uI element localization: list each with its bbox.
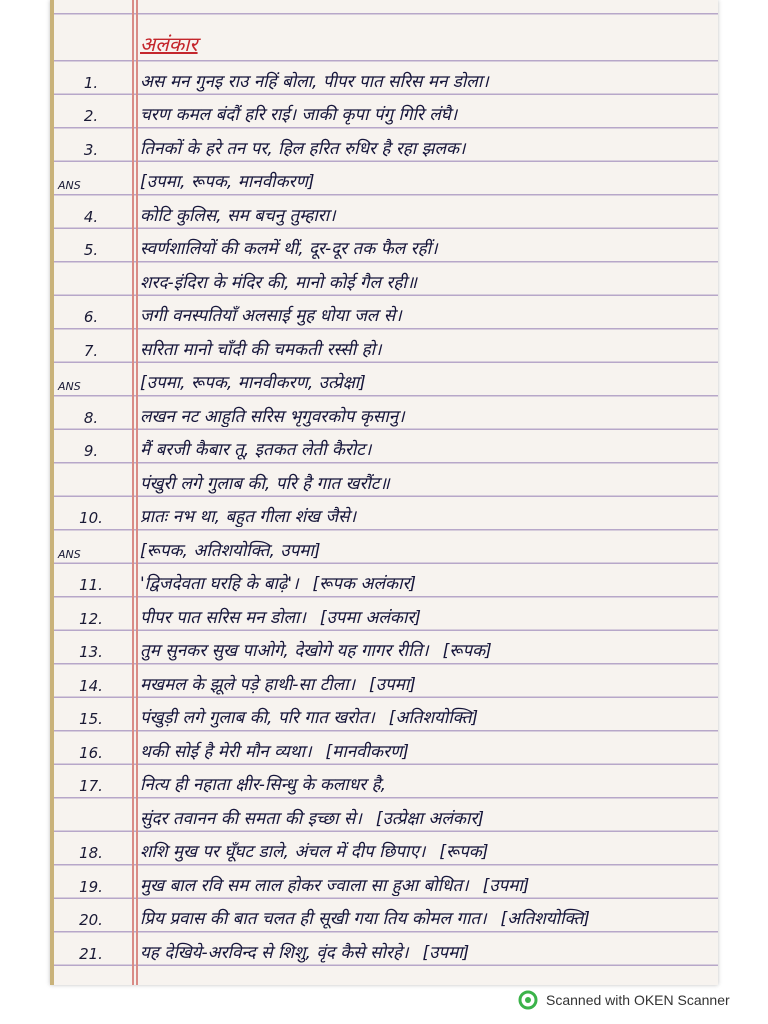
note-line bbox=[50, 295, 718, 329]
line-number: 16. bbox=[79, 743, 103, 762]
line-number: 9. bbox=[83, 442, 99, 460]
line-number: 15. bbox=[79, 710, 103, 728]
oken-scanner-logo-icon bbox=[518, 990, 538, 1010]
line-text bbox=[132, 538, 710, 561]
line-body: लखन नट आहुति सरिस भृगुवरकोप कृसानु। bbox=[140, 406, 405, 427]
line-body: सरिता मानो चाँदी की चमकती रस्सी हो। bbox=[140, 339, 382, 360]
note-line bbox=[50, 194, 718, 228]
line-number: 4. bbox=[83, 207, 99, 226]
line-number: ANS bbox=[58, 179, 81, 192]
line-number: 2. bbox=[83, 107, 99, 125]
line-body: शशि मुख पर घूँघट डाले, अंचल में दीप छिपाए। bbox=[140, 842, 426, 862]
notes-lines bbox=[50, 60, 718, 965]
note-line bbox=[50, 127, 718, 161]
answer-row bbox=[50, 529, 718, 563]
answer-tag: [रूपक अलंकार] bbox=[312, 574, 417, 594]
line-number: 12. bbox=[79, 609, 103, 628]
line-text bbox=[132, 873, 710, 896]
line-body: अस मन गुनइ राउ नहिं बोला, पीपर पात सरिस मन डोला। bbox=[140, 71, 489, 92]
line-text bbox=[132, 839, 710, 862]
line-body: सुंदर तवानन की समता की इच्छा से। bbox=[140, 808, 362, 829]
answer-tag: [अतिशयोक्ति] bbox=[388, 708, 479, 728]
line-text bbox=[132, 571, 710, 594]
note-line bbox=[50, 496, 718, 530]
line-text bbox=[132, 739, 710, 762]
line-body: थकी सोई है मेरी मौन व्यथा। bbox=[140, 741, 312, 762]
note-line bbox=[50, 797, 718, 831]
line-number: 5. bbox=[83, 241, 99, 259]
note-line bbox=[50, 261, 718, 295]
note-line bbox=[50, 630, 718, 664]
line-number: 1. bbox=[83, 73, 99, 92]
line-number: 19. bbox=[79, 877, 103, 896]
note-line bbox=[50, 831, 718, 865]
line-number: 7. bbox=[83, 341, 99, 360]
line-text bbox=[132, 303, 710, 326]
note-line bbox=[50, 429, 718, 463]
line-number: 11. bbox=[79, 576, 103, 594]
line-body: प्रिय प्रवास की बात चलत ही सूखी गया तिय कोमल गात। bbox=[140, 909, 487, 929]
line-text bbox=[132, 236, 710, 259]
line-text bbox=[132, 437, 710, 460]
note-line bbox=[50, 228, 718, 262]
line-body: कोटि कुलिस, सम बचनु तुम्हारा। bbox=[140, 205, 336, 226]
line-body: [उपमा, रूपक, मानवीकरण, उत्प्रेक्षा] bbox=[140, 373, 366, 393]
note-line bbox=[50, 328, 718, 362]
line-text bbox=[132, 906, 710, 929]
line-number: 3. bbox=[83, 140, 99, 159]
line-body: मखमल के झूले पड़े हाथी-सा टीला। bbox=[140, 674, 356, 695]
line-body: 'द्विजदेवता घरहि के बाढ़े'। bbox=[140, 574, 299, 594]
line-text bbox=[132, 404, 710, 427]
note-line bbox=[50, 60, 718, 94]
line-body: मैं बरजी कैबार तू, इतकत लेती कैरोट। bbox=[140, 440, 372, 460]
line-body: यह देखिये-अरविन्द से शिशु, वृंद कैसे सोरहे। bbox=[140, 942, 409, 963]
scanner-watermark bbox=[518, 990, 730, 1010]
answer-tag: [उपमा अलंकार] bbox=[319, 607, 421, 628]
line-number: ANS bbox=[58, 380, 81, 393]
line-body: [रूपक, अतिशयोक्ति, उपमा] bbox=[140, 540, 321, 561]
line-body: प्रातः नभ था, बहुत गीला शंख जैसे। bbox=[140, 507, 357, 527]
answer-tag: [उपमा] bbox=[482, 875, 530, 896]
answer-tag: [मानवीकरण] bbox=[325, 741, 409, 762]
answer-row bbox=[50, 362, 718, 396]
line-number: 21. bbox=[79, 944, 103, 963]
answer-tag: [रूपक] bbox=[439, 842, 489, 862]
line-text bbox=[132, 370, 710, 393]
answer-tag: [रूपक] bbox=[442, 641, 492, 661]
note-line bbox=[50, 563, 718, 597]
line-number: 18. bbox=[79, 844, 103, 862]
line-number: 14. bbox=[79, 676, 103, 695]
line-number: 20. bbox=[79, 911, 103, 929]
answer-tag: [उपमा] bbox=[369, 674, 416, 695]
line-text bbox=[132, 806, 710, 829]
line-body: स्वर्णशालियों की कलमें थीं, दूर-दूर तक फैल रहीं। bbox=[140, 239, 438, 259]
note-line bbox=[50, 864, 718, 898]
line-body: जगी वनस्पतियाँ अलसाई मुह धोया जल से। bbox=[140, 306, 402, 326]
line-text bbox=[132, 136, 710, 159]
line-text bbox=[132, 337, 710, 360]
line-body: पंखुरी लगे गुलाब की, परि है गात खरौंट॥ bbox=[140, 473, 390, 494]
line-body: नित्य ही नहाता क्षीर-सिन्धु के कलाधर है, bbox=[140, 775, 387, 795]
line-body: पीपर पात सरिस मन डोला। bbox=[140, 607, 306, 628]
note-line bbox=[50, 596, 718, 630]
line-body: पंखुड़ी लगे गुलाब की, परि गात खरोत। bbox=[140, 708, 375, 728]
notebook-page bbox=[50, 0, 718, 985]
line-body: मुख बाल रवि सम लाल होकर ज्वाला सा हुआ बोधित। bbox=[140, 875, 469, 896]
line-number: 8. bbox=[83, 408, 99, 427]
note-line bbox=[50, 764, 718, 798]
line-body: तिनकों के हरे तन पर, हिल हरित रुधिर है रहा झलक। bbox=[140, 138, 466, 159]
line-text bbox=[132, 169, 710, 192]
line-text bbox=[132, 672, 710, 695]
note-line bbox=[50, 730, 718, 764]
line-text bbox=[132, 270, 710, 293]
line-text bbox=[132, 772, 710, 795]
answer-tag: [उपमा] bbox=[422, 942, 470, 963]
page-title: अलंकार bbox=[140, 32, 198, 56]
line-body: तुम सुनकर सुख पाओगे, देखोगे यह गागर रीति। bbox=[140, 641, 429, 661]
line-number: 17. bbox=[79, 777, 103, 795]
line-text bbox=[132, 69, 710, 92]
note-line bbox=[50, 462, 718, 496]
note-line bbox=[50, 697, 718, 731]
line-number: 13. bbox=[79, 643, 103, 661]
line-body: चरण कमल बंदौं हरि राई। जाकी कृपा पंगु गिरि लंघै। bbox=[140, 105, 458, 125]
line-body: शरद-इंदिरा के मंदिर की, मानो कोई गैल रही॥ bbox=[140, 272, 417, 293]
note-line bbox=[50, 898, 718, 932]
answer-row bbox=[50, 161, 718, 195]
line-number: 10. bbox=[79, 509, 103, 527]
line-text bbox=[132, 203, 710, 226]
note-line bbox=[50, 931, 718, 965]
note-line bbox=[50, 663, 718, 697]
line-text bbox=[132, 940, 710, 963]
line-text bbox=[132, 705, 710, 728]
line-body: [उपमा, रूपक, मानवीकरण] bbox=[140, 172, 315, 192]
line-text bbox=[132, 102, 710, 125]
line-text bbox=[132, 471, 710, 494]
line-text bbox=[132, 638, 710, 661]
note-line bbox=[50, 94, 718, 128]
line-text bbox=[132, 504, 710, 527]
line-text bbox=[132, 605, 710, 628]
line-number: 6. bbox=[83, 308, 99, 326]
note-line bbox=[50, 395, 718, 429]
answer-tag: [अतिशयोक्ति] bbox=[500, 909, 590, 929]
scanner-label: Scanned with OKEN Scanner bbox=[546, 992, 730, 1008]
line-number: ANS bbox=[58, 547, 81, 561]
answer-tag: [उत्प्रेक्षा अलंकार] bbox=[375, 808, 484, 829]
